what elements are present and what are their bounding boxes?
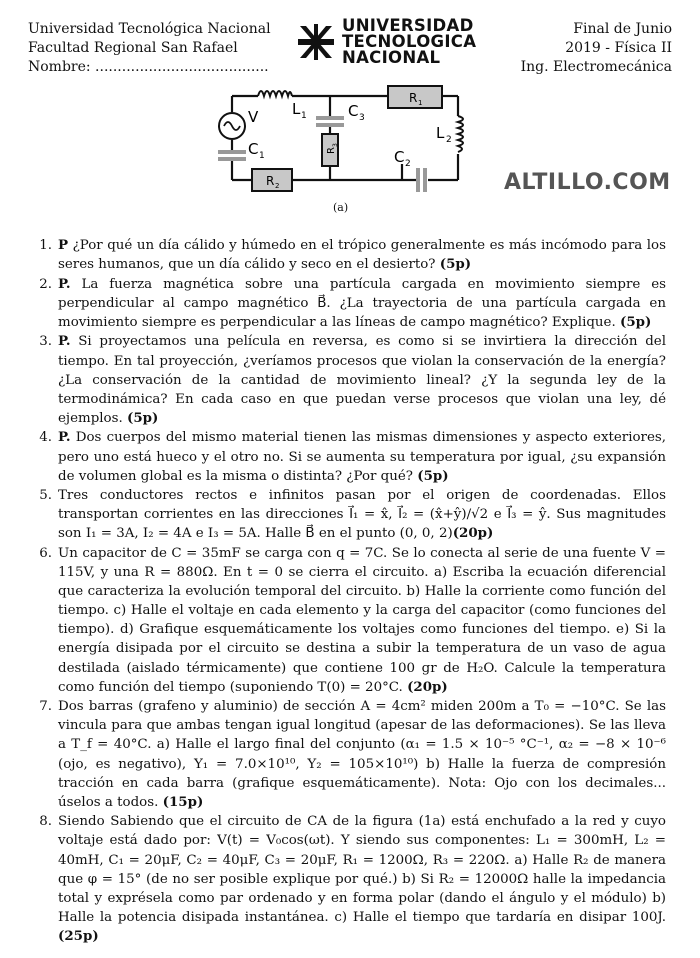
university-name: Universidad Tecnológica Nacional [28,21,271,37]
problem-item: 1. P ¿Por qué un día cálido y húmedo en el trópico generalmente es más incómodo para los seres humanos, que un día cálido y seco en el desierto? (5p) [39,237,666,273]
watermark: ALTILLO.COM [504,170,671,195]
label-c1: C [248,140,259,158]
svg-text:1: 1 [301,111,307,121]
inductor-l1 [258,91,292,96]
label-c2: C [394,148,405,166]
label-v: V [248,108,259,126]
utn-emblem-icon [298,24,334,60]
capacitor-c3 [316,116,344,127]
header-left [28,20,271,77]
voltage-source [219,113,245,139]
svg-text:2: 2 [446,135,452,145]
inductor-l2 [458,116,463,152]
label-l1: L [292,100,301,118]
problem-item: 6. Un capacitor de C = 35mF se carga con q = 7C. Se lo conecta al serie de una fuente V = 115V, y una R = 880Ω. En t = 0 se cierra el circuito. a) Escriba la ecuación diferencial que caracteriza la evolución temporal del circuito. b) Halle la corriente como función del tiempo. c) Halle el voltaje en cada elemento y la carga del capacitor (como funciones del tiempo). d) Grafique esquemáticamente los voltajes como funciones del tiempo. e) Si la energía disipada por el circuito se destina a subir la temperatura de un vaso de agua destilada (aislado térmicamente) que contiene 100 gr de H₂O. Calcule la temperatura como función del tiempo (suponiendo T(0) = 20°C. (20p) [39,546,666,695]
label-r2: R [266,174,275,188]
figure-caption: (a) [333,201,349,214]
faculty-name: Facultad Regional San Rafael [28,40,238,56]
problem-item: 8. Siendo Sabiendo que el circuito de CA de la figura (1a) está enchufado a la red y cuyo voltaje está dado por: V(t) = V₀cos(ωt). Y siendo sus componentes: L₁ = 300mH, L₂ = 40mH, C₁ = 20μF, C₂ = 40μF, C₃ = 20μF, R₁ = 1200Ω, R₃ = 220Ω. a) Halle R₂ de manera que φ = 15° (de no ser posible explique por qué.) b) Si R₂ = 12000Ω halle la impedancia total y exprésela como par ordenado y en forma polar (dando el ángulo y el módulo) b) Halle la potencia disipada instantánea. c) Halle el tiempo que tardaría en disipar 100J. (25p) [39,814,666,944]
student-name-field: Nombre: ....................................... [28,59,269,75]
problem-list [32,236,666,946]
svg-text:3: 3 [359,113,365,123]
exam-subject: 2019 - Física II [565,40,672,56]
problem-item: 2. P. La fuerza magnética sobre una partícula cargada en movimiento siempre es perpendicular al campo magnético B⃗. ¿La trayectoria de una partícula cargada en movimiento siempre es perpendicular a las líneas de campo magnético? Explique. (5p) [39,275,666,330]
header-right [521,20,672,77]
svg-text:1: 1 [259,151,265,161]
problem-item: 3. P. Si proyectamos una película en reversa, es como si se invirtiera la dirección del tiempo. En tal proyección, ¿veríamos procesos que violan la conservación de la energía? ¿La conservación de la cantidad de movimiento lineal? ¿Y la segunda ley de la termodinámica? En cada caso en que puedan verse procesos que violan una ley, dé ejemplos. (5p) [39,333,666,426]
svg-text:3: 3 [332,143,339,147]
circuit-diagram [210,82,470,194]
svg-text:2: 2 [405,159,411,169]
label-r3: R [326,147,337,154]
label-l2: L [436,124,445,142]
problem-item: 7. Dos barras (grafeno y aluminio) de sección A = 4cm² miden 200m a T₀ = −10°C. Se las vincula para que ambas tengan igual longitud (apesar de las deformaciones). Se las lleva a T_f = 40°C. a) Halle el largo final del conjunto (α₁ = 1.5 × 10⁻⁵ °C⁻¹, α₂ = −8 × 10⁻⁶ (ojo, es negativo), Y₁ = 7.0×10¹⁰, Y₂ = 105×10¹⁰) b) Halle la fuerza de compresión tracción en cada barra (grafique esquemáticamente). Nota: Ojo con los decimales... úselos a todos. (15p) [39,699,666,810]
label-c3: C [348,102,359,120]
label-r1: R [409,91,418,105]
svg-text:2: 2 [275,182,280,190]
utn-logo [298,18,476,66]
problem-item: 5. Tres conductores rectos e infinitos pasan por el origen de coordenadas. Ellos transportan corrientes en las direcciones I⃗₁ = x̂, I⃗₂ = (x̂+ŷ)/√2 e I⃗₃ = ŷ. Sus magnitudes son I₁ = 3A, I₂ = 4A e I₃ = 5A. Halle B⃗ en el punto (0, 0, 2)(20p) [39,488,666,542]
logo-text: UNIVERSIDAD TECNOLOGICA NACIONAL [342,16,477,67]
capacitor-c1 [218,150,246,161]
career-name: Ing. Electromecánica [520,59,672,75]
capacitor-c2 [416,168,427,192]
exam-title: Final de Junio [573,21,672,37]
svg-text:1: 1 [418,99,423,107]
problem-item: 4. P. Dos cuerpos del mismo material tienen las mismas dimensiones y aspecto exteriores, pero uno está hueco y el otro no. Si se aumenta su temperatura por igual, ¿su expansión de volumen global es la misma o distinta? ¿Por qué? (5p) [39,429,667,484]
